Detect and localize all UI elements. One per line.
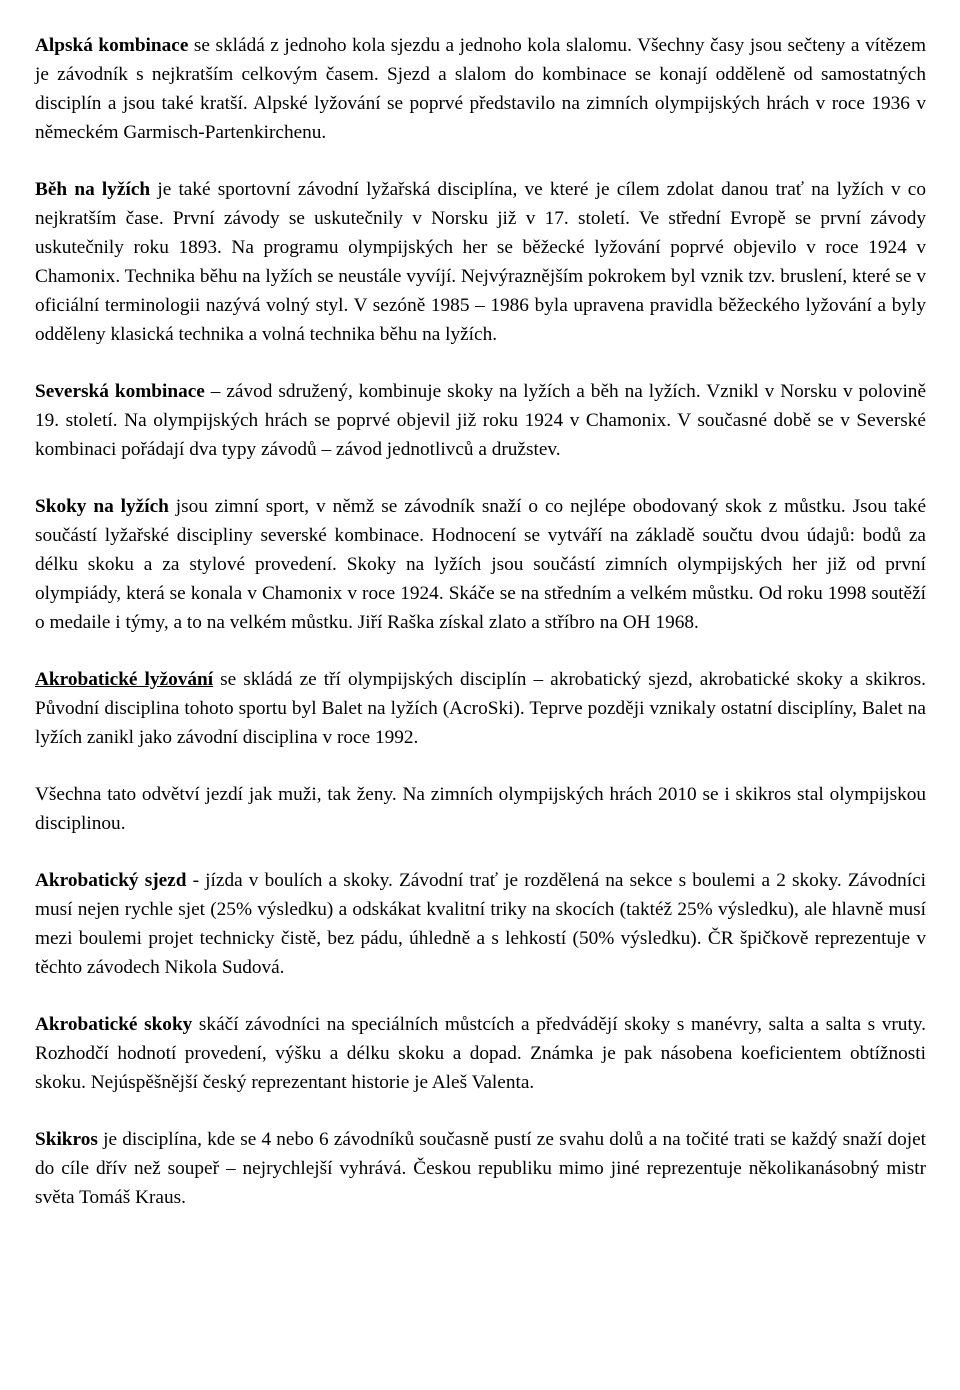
term-nordic-combined: Severská kombinace bbox=[35, 381, 205, 402]
paragraph-freestyle-skiing bbox=[35, 665, 926, 752]
paragraph-text: je disciplína, kde se 4 nebo 6 závodníků současně pustí ze svahu dolů a na točité trati se každý snaží dojet do cíle dřív než soupeř – nejrychlejší vyhrává. Českou republiku mimo jiné reprezentuje několikanásobný mistr světa Tomáš Kraus. bbox=[35, 1129, 926, 1208]
paragraph-text: se skládá z jednoho kola sjezdu a jednoho kola slalomu. Všechny časy jsou sečteny a vítězem je závodník s nejkratším celkovým časem. Sjezd a slalom do kombinace se konají odděleně od samostatných disciplín a jsou také kratší. Alpské lyžování se poprvé představilo na zimních olympijských hrách v roce 1936 v německém Garmisch-Partenkirchenu. bbox=[35, 35, 926, 143]
term-alpine-combined: Alpská kombinace bbox=[35, 35, 189, 56]
paragraph-text: - jízda v boulích a skoky. Závodní trať je rozdělená na sekce s boulemi a 2 skoky. Závodníci musí nejen rychle sjet (25% výsledku) a odskákat kvalitní triky na skocích (taktéž 25% výsledku), ale hlavně musí mezi boulemi projet technicky čistě, bez pádu, úhledně a s lehkostí (50% výsledku). ČR špičkově reprezentuje v těchto závodech Nikola Sudová. bbox=[35, 870, 926, 978]
paragraph-moguls bbox=[35, 866, 926, 982]
term-aerials: Akrobatické skoky bbox=[35, 1014, 193, 1035]
paragraph-text: jsou zimní sport, v němž se závodník snaží o co nejlépe obodovaný skok z můstku. Jsou také součástí lyžařské discipliny severské kombinace. Hodnocení se vytváří na základě součtu dvou údajů: bodů za délku skoku a za stylové provedení. Skoky na lyžích jsou součástí zimních olympijských her již od první olympiády, která se konala v Chamonix v roce 1924. Skáče se na středním a velkém můstku. Od roku 1998 soutěží o medaile i týmy, a to na velkém můstku. Jiří Raška získal zlato a stříbro na OH 1968. bbox=[35, 496, 926, 633]
paragraph-aerials bbox=[35, 1010, 926, 1097]
paragraph-text: – závod sdružený, kombinuje skoky na lyžích a běh na lyžích. Vznikl v Norsku v polovině 19. století. Na olympijských hrách se poprvé objevil již roku 1924 v Chamonix. V současné době se v Severské kombinaci pořádají dva typy závodů – závod jednotlivců a družstev. bbox=[35, 381, 926, 460]
term-moguls: Akrobatický sjezd bbox=[35, 870, 187, 891]
term-cross-country: Běh na lyžích bbox=[35, 179, 151, 200]
paragraph-text: se skládá ze tří olympijských disciplín – akrobatický sjezd, akrobatické skoky a skikros. Původní disciplina tohoto sportu byl Balet na lyžích (AcroSki). Teprve později vznikaly ostatní disciplíny, Balet na lyžích zanikl jako závodní disciplina v roce 1992. bbox=[35, 669, 927, 748]
term-ski-jumping: Skoky na lyžích bbox=[35, 496, 169, 517]
paragraph-ski-jumping bbox=[35, 492, 926, 637]
paragraph-cross-country bbox=[35, 175, 926, 349]
paragraph-nordic-combined bbox=[35, 377, 926, 464]
paragraph-text: skáčí závodníci na speciálních můstcích a předvádějí skoky s manévry, salta a salta s vruty. Rozhodčí hodnotí provedení, výšku a délku skoku a dopad. Známka je pak násobena koeficientem obtížnosti skoku. Nejúspěšnější český reprezentant historie je Aleš Valenta. bbox=[35, 1014, 927, 1093]
term-ski-cross: Skikros bbox=[35, 1129, 98, 1150]
paragraph-text: Všechna tato odvětví jezdí jak muži, tak ženy. Na zimních olympijských hrách 2010 se i skikros stal olympijskou disciplinou. bbox=[35, 784, 926, 834]
term-freestyle-skiing: Akrobatické lyžování bbox=[35, 669, 214, 690]
paragraph-all-disciplines bbox=[35, 780, 926, 838]
paragraph-alpine-combined bbox=[35, 31, 926, 147]
paragraph-ski-cross bbox=[35, 1125, 926, 1212]
paragraph-text: je také sportovní závodní lyžařská disciplína, ve které je cílem zdolat danou trať na lyžích v co nejkratším čase. První závody se uskutečnily v Norsku již v 17. století. Ve střední Evropě se první závody uskutečnily roku 1893. Na programu olympijských her se běžecké lyžování poprvé objevilo v roce 1924 v Chamonix. Technika běhu na lyžích se neustále vyvíjí. Nejvýraznějším pokrokem byl vznik tzv. bruslení, které se v oficiální terminologii nazývá volný styl. V sezóně 1985 – 1986 byla upravena pravidla běžeckého lyžování a byly odděleny klasická technika a volná technika běhu na lyžích. bbox=[35, 179, 927, 345]
